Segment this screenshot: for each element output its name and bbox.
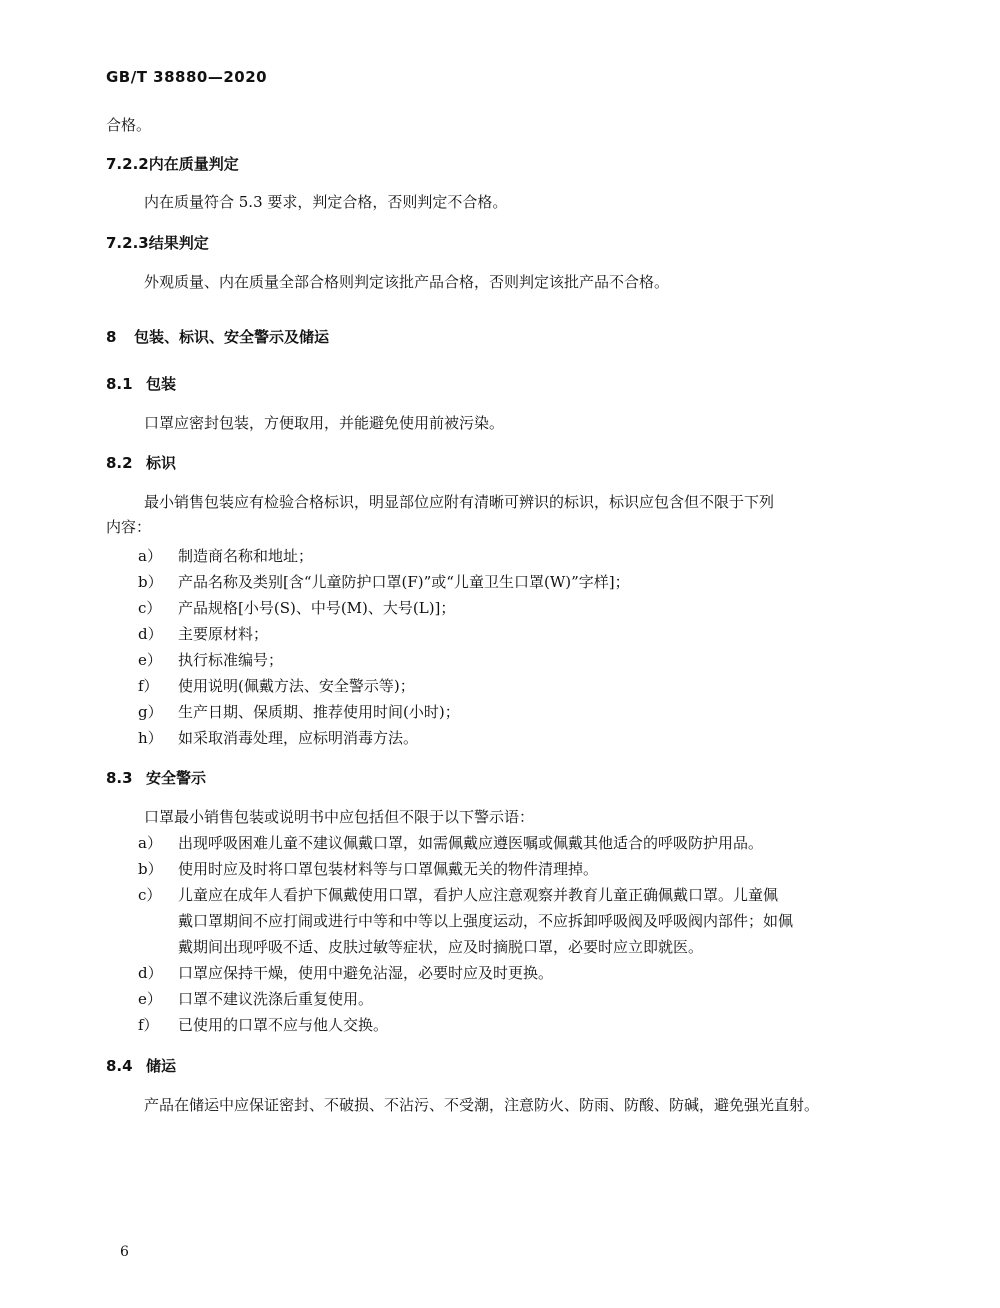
list-marker: f）	[138, 677, 159, 695]
heading-number: 8	[106, 328, 117, 346]
paragraph-722: 内在质量符合 5.3 要求，判定合格，否则判定不合格。	[144, 193, 508, 211]
list-item	[138, 546, 314, 566]
list-item-continuation: 戴期间出现呼吸不适、皮肤过敏等症状，应及时摘脱口罩，必要时应立即就医。	[178, 938, 704, 956]
list-marker: d）	[138, 625, 163, 643]
list-marker: a）	[138, 547, 162, 565]
heading-81	[106, 373, 176, 394]
heading-title: 包装、标识、安全警示及储运	[134, 328, 330, 346]
heading-title: 储运	[146, 1057, 177, 1075]
paragraph-82-intro-line2: 内容：	[106, 518, 152, 536]
list-marker: a）	[138, 834, 162, 852]
list-text: 口罩应保持干燥，使用中避免沾湿，必要时应及时更换。	[178, 964, 554, 982]
heading-82	[106, 452, 176, 473]
heading-723	[106, 232, 209, 253]
list-item	[138, 624, 269, 644]
list-marker: c）	[138, 886, 162, 904]
list-text: 使用时应及时将口罩包装材料等与口罩佩戴无关的物件清理掉。	[178, 860, 599, 878]
list-text: 出现呼吸困难儿童不建议佩戴口罩，如需佩戴应遵医嘱或佩戴其他适合的呼吸防护用品。	[178, 834, 764, 852]
list-item	[138, 1015, 389, 1035]
heading-title: 内在质量判定	[148, 155, 239, 173]
paragraph-83-intro: 口罩最小销售包装或说明书中应包括但不限于以下警示语：	[144, 808, 535, 826]
page-number: 6	[120, 1244, 129, 1260]
list-item	[138, 650, 284, 670]
heading-title: 安全警示	[146, 769, 207, 787]
heading-number: 7.2.3	[106, 234, 149, 252]
paragraph-723: 外观质量、内在质量全部合格则判定该批产品合格，否则判定该批产品不合格。	[144, 273, 670, 291]
list-item	[138, 833, 764, 853]
heading-title: 包装	[146, 375, 177, 393]
list-text: 生产日期、保质期、推荐使用时间(小时)；	[178, 703, 460, 721]
list-marker: d）	[138, 964, 163, 982]
heading-number: 8.3	[106, 769, 133, 787]
list-text: 制造商名称和地址；	[178, 547, 314, 565]
list-item	[138, 963, 554, 983]
list-marker: e）	[138, 651, 162, 669]
list-marker: c）	[138, 599, 162, 617]
heading-722	[106, 153, 239, 174]
heading-8	[106, 326, 329, 347]
list-marker: g）	[138, 703, 163, 721]
heading-number: 8.4	[106, 1057, 133, 1075]
list-marker: b）	[138, 860, 163, 878]
heading-84	[106, 1055, 176, 1076]
list-marker: b）	[138, 573, 163, 591]
list-text: 使用说明(佩戴方法、安全警示等)；	[178, 677, 415, 695]
section-721-tail: 合格。	[106, 116, 152, 134]
heading-title: 结果判定	[148, 234, 209, 252]
list-text: 口罩不建议洗涤后重复使用。	[178, 990, 374, 1008]
paragraph-81: 口罩应密封包装，方便取用，并能避免使用前被污染。	[144, 414, 505, 432]
list-text: 儿童应在成年人看护下佩戴使用口罩，看护人应注意观察并教育儿童正确佩戴口罩。儿童佩	[178, 886, 779, 904]
heading-number: 8.2	[106, 454, 133, 472]
list-marker: e）	[138, 990, 162, 1008]
paragraph-84: 产品在储运中应保证密封、不破损、不沾污、不受潮，注意防火、防雨、防酸、防碱，避免强光直射。	[144, 1096, 820, 1114]
heading-83	[106, 767, 206, 788]
list-item	[138, 598, 456, 618]
standard-code: GB/T 38880—2020	[106, 68, 268, 86]
list-item	[138, 989, 374, 1009]
list-text: 产品规格[小号(S)、中号(M)、大号(L)]；	[178, 599, 456, 617]
list-item	[138, 859, 599, 879]
list-text: 已使用的口罩不应与他人交换。	[178, 1016, 389, 1034]
list-item	[138, 728, 419, 748]
list-text: 主要原材料；	[178, 625, 269, 643]
list-marker: h）	[138, 729, 163, 747]
list-text: 执行标准编号；	[178, 651, 284, 669]
list-marker: f）	[138, 1016, 159, 1034]
heading-number: 7.2.2	[106, 155, 149, 173]
list-item	[138, 676, 415, 696]
list-text: 产品名称及类别[含“儿童防护口罩(F)”或“儿童卫生口罩(W)”字样]；	[178, 573, 630, 591]
list-item	[138, 702, 460, 722]
list-text: 如采取消毒处理，应标明消毒方法。	[178, 729, 419, 747]
list-item	[138, 572, 630, 592]
heading-number: 8.1	[106, 375, 133, 393]
heading-title: 标识	[146, 454, 177, 472]
list-item-continuation: 戴口罩期间不应打闹或进行中等和中等以上强度运动，不应拆卸呼吸阀及呼吸阀内部件；如佩	[178, 912, 794, 930]
list-item	[138, 885, 779, 905]
paragraph-82-intro-line1: 最小销售包装应有检验合格标识，明显部位应附有清晰可辨识的标识，标识应包含但不限于下列	[144, 493, 775, 511]
